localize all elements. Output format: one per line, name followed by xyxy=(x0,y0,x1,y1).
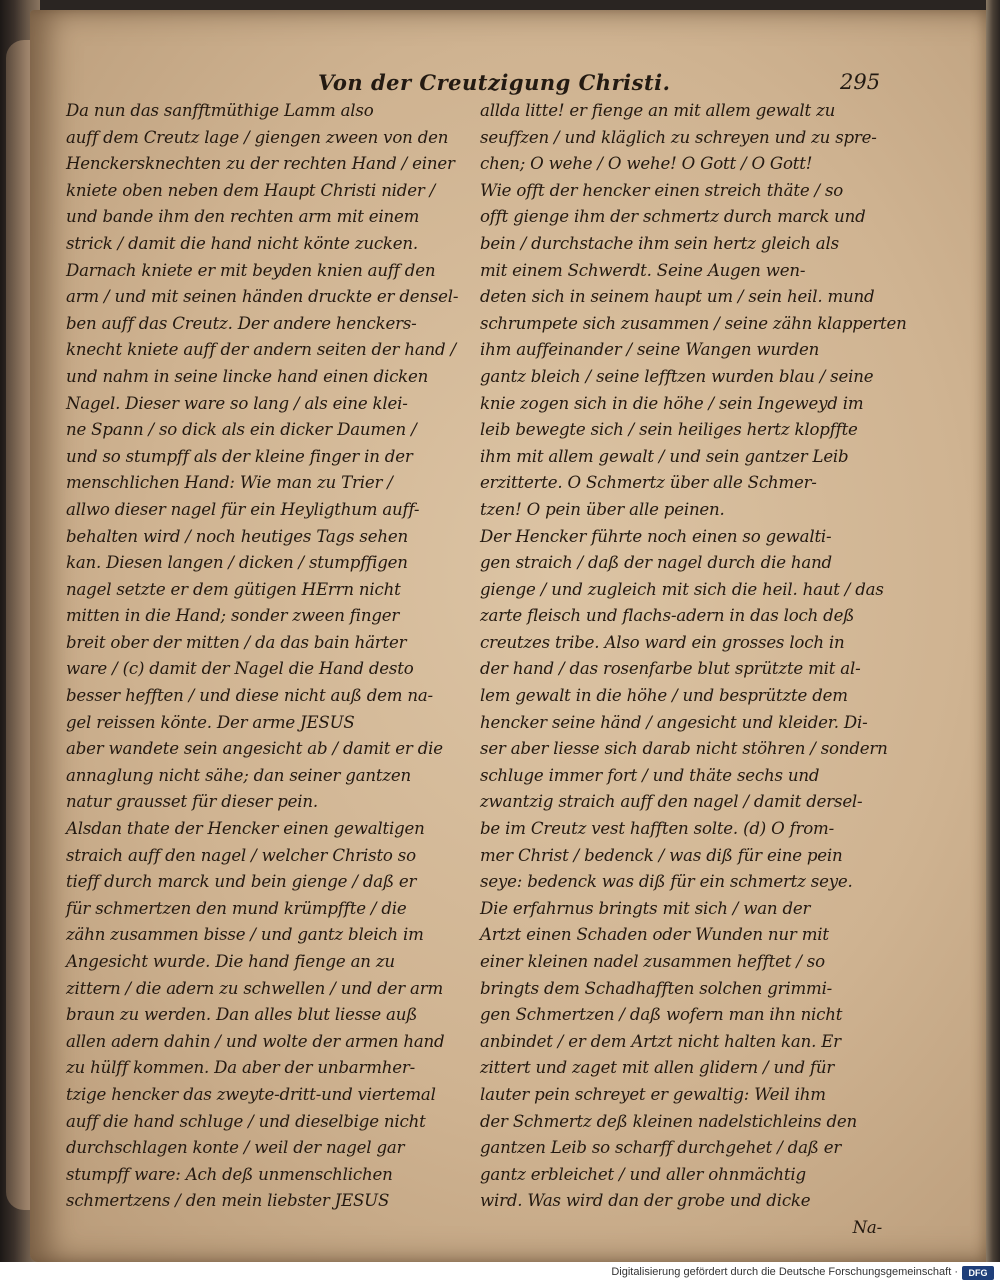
text-line: breit ober der mitten / da das bain härter xyxy=(66,632,407,652)
text-line: kniete oben neben dem Haupt Christi nider / xyxy=(66,180,436,200)
text-line: hencker seine händ / angesicht und kleider. Di- xyxy=(480,712,868,732)
text-line: ben auff das Creutz. Der andere henckers- xyxy=(66,313,417,333)
text-line: und so stumpff als der kleine finger in der xyxy=(66,446,413,466)
page-number: 295 xyxy=(840,70,881,94)
text-line: anbindet / er dem Artzt nicht halten kan. Er xyxy=(480,1031,841,1051)
text-line: zwantzig straich auff den nagel / damit dersel- xyxy=(480,792,863,812)
text-line: Die erfahrnus bringts mit sich / wan der xyxy=(480,898,811,918)
text-line: wird. Was wird dan der grobe und dicke xyxy=(480,1191,811,1211)
text-line: seye: bedenck was diß für ein schmertz seye. xyxy=(480,872,853,892)
text-line: Darnach kniete er mit beyden knien auff den xyxy=(66,260,436,280)
text-line: schmertzens / den mein liebster JESUS xyxy=(66,1191,390,1211)
text-line: Nagel. Dieser ware so lang / als eine klei- xyxy=(66,393,408,413)
text-line: ser aber liesse sich darab nicht stöhren / sondern xyxy=(480,739,888,759)
text-line: be im Creutz vest hafften solte. (d) O from- xyxy=(480,819,835,839)
text-line: lauter pein schreyet er gewaltig: Weil ihm xyxy=(480,1084,826,1104)
text-line: gantz erbleichet / und aller ohnmächtig xyxy=(480,1164,806,1184)
text-line: gienge / und zugleich mit sich die heil. haut / das xyxy=(480,579,884,599)
text-line: Der Hencker führte noch einen so gewalti- xyxy=(480,526,832,546)
text-line: braun zu werden. Dan alles blut liesse auß xyxy=(66,1005,418,1025)
text-line: gantzen Leib so scharff durchgehet / daß er xyxy=(480,1138,842,1158)
text-line: einer kleinen nadel zusammen hefftet / so xyxy=(480,952,825,971)
text-line: offt gienge ihm der schmertz durch marck und xyxy=(480,207,866,227)
text-column-right xyxy=(480,98,907,1242)
text-column-left xyxy=(66,98,474,1215)
dfg-logo-icon: DFG xyxy=(962,1266,994,1280)
text-line: mit einem Schwerdt. Seine Augen wen- xyxy=(480,260,806,280)
text-line: ne Spann / so dick als ein dicker Daumen / xyxy=(66,420,417,440)
text-line: gen Schmertzen / daß wofern man ihn nicht xyxy=(480,1005,843,1025)
text-line: natur grausset für dieser pein. xyxy=(66,792,318,812)
text-line: lem gewalt in die höhe / und besprützte dem xyxy=(480,686,848,706)
text-line: creutzes tribe. Also ward ein grosses loch in xyxy=(480,632,845,652)
text-line: allwo dieser nagel für ein Heyligthum auff- xyxy=(66,499,420,519)
text-line: allda litte! er fienge an mit allem gewalt zu xyxy=(480,101,836,120)
text-line: kan. Diesen langen / dicken / stumpffigen xyxy=(66,553,408,573)
text-line: Wie offt der hencker einen streich thäte / so xyxy=(480,180,844,200)
running-head: Von der Creutzigung Christi. xyxy=(318,70,671,95)
text-line: annaglung nicht sähe; dan seiner gantzen xyxy=(66,765,412,785)
text-line: Henckersknechten zu der rechten Hand / einer xyxy=(66,154,455,174)
text-line: ihm auffeinander / seine Wangen wurden xyxy=(480,340,820,360)
text-line: zittert und zaget mit allen glidern / und für xyxy=(480,1058,835,1078)
text-line: zarte fleisch und flachs-adern in das loch deß xyxy=(480,606,855,626)
text-line: allen adern dahin / und wolte der armen hand xyxy=(66,1031,445,1051)
text-line: für schmertzen den mund krümpffte / die xyxy=(66,898,407,918)
text-line: mer Christ / bedenck / was diß für eine pein xyxy=(480,845,843,865)
text-line: und nahm in seine lincke hand einen dicken xyxy=(66,366,429,386)
text-line: straich auff den nagel / welcher Christo so xyxy=(66,845,416,865)
text-line: ihm mit allem gewalt / und sein gantzer Leib xyxy=(480,446,849,466)
text-line: aber wandete sein angesicht ab / damit er die xyxy=(66,739,443,759)
text-line: bein / durchstache ihm sein hertz gleich als xyxy=(480,233,839,253)
text-line: zähn zusammen bisse / und gantz bleich im xyxy=(66,925,424,945)
text-line: Angesicht wurde. Die hand fienge an zu xyxy=(66,952,395,971)
text-line: der hand / das rosenfarbe blut sprützte mit al- xyxy=(480,659,861,679)
text-line: tzen! O pein über alle peinen. xyxy=(480,499,725,519)
text-line: nagel setzte er dem gütigen HErrn nicht xyxy=(66,579,401,599)
catchword: Na- xyxy=(852,1217,882,1237)
text-line: knecht kniete auff der andern seiten der hand / xyxy=(66,340,456,360)
text-line: Da nun das sanfftmüthige Lamm also xyxy=(66,101,374,120)
text-line: chen; O wehe / O wehe! O Gott / O Gott! xyxy=(480,154,813,174)
text-line: und bande ihm den rechten arm mit einem xyxy=(66,207,420,227)
text-line: arm / und mit seinen händen druckte er densel- xyxy=(66,287,459,307)
funding-credit: Digitalisierung gefördert durch die Deutsche Forschungsgemeinschaft · xyxy=(611,1266,958,1278)
text-line: zittern / die adern zu schwellen / und der arm xyxy=(66,978,443,998)
text-line: behalten wird / noch heutiges Tags sehen xyxy=(66,526,408,546)
text-line: auff dem Creutz lage / giengen zween von den xyxy=(66,127,449,147)
text-line: tieff durch marck und bein gienge / daß er xyxy=(66,872,417,892)
text-line: ware / (c) damit der Nagel die Hand desto xyxy=(66,659,414,679)
text-line: seuffzen / und kläglich zu schreyen und zu spre- xyxy=(480,127,877,147)
text-line: auff die hand schluge / und dieselbige nicht xyxy=(66,1111,426,1131)
text-line: tzige hencker das zweyte-dritt-und viertemal xyxy=(66,1084,436,1104)
text-line: menschlichen Hand: Wie man zu Trier / xyxy=(66,473,393,493)
text-line: deten sich in seinem haupt um / sein heil. mund xyxy=(480,287,875,307)
text-line: gen straich / daß der nagel durch die hand xyxy=(480,553,832,573)
page-stack-edge xyxy=(986,0,1000,1262)
text-line: Alsdan thate der Hencker einen gewaltigen xyxy=(66,819,425,839)
text-line: leib bewegte sich / sein heiliges hertz klopffte xyxy=(480,420,858,440)
text-line: schluge immer fort / und thäte sechs und xyxy=(480,765,820,785)
text-line: strick / damit die hand nicht könte zucken. xyxy=(66,233,418,253)
text-line: bringts dem Schadhafften solchen grimmi- xyxy=(480,978,833,998)
text-line: knie zogen sich in die höhe / sein Ingeweyd im xyxy=(480,393,864,413)
text-line: gel reissen könte. Der arme JESUS xyxy=(66,712,355,732)
text-line: Artzt einen Schaden oder Wunden nur mit xyxy=(480,925,829,945)
text-line: zu hülff kommen. Da aber der unbarmher- xyxy=(66,1058,415,1078)
text-line: durchschlagen konte / weil der nagel gar xyxy=(66,1138,405,1158)
text-line: gantz bleich / seine lefftzen wurden blau / seine xyxy=(480,366,874,386)
text-line: stumpff ware: Ach deß unmenschlichen xyxy=(66,1164,393,1184)
text-line: schrumpete sich zusammen / seine zähn klapperten xyxy=(480,313,907,333)
text-line: erzitterte. O Schmertz über alle Schmer- xyxy=(480,473,817,493)
footer-bar xyxy=(0,1262,1000,1285)
text-line: der Schmertz deß kleinen nadelstichleins den xyxy=(480,1111,857,1131)
text-line: mitten in die Hand; sonder zween finger xyxy=(66,606,400,626)
text-line: besser hefften / und diese nicht auß dem na- xyxy=(66,686,433,706)
